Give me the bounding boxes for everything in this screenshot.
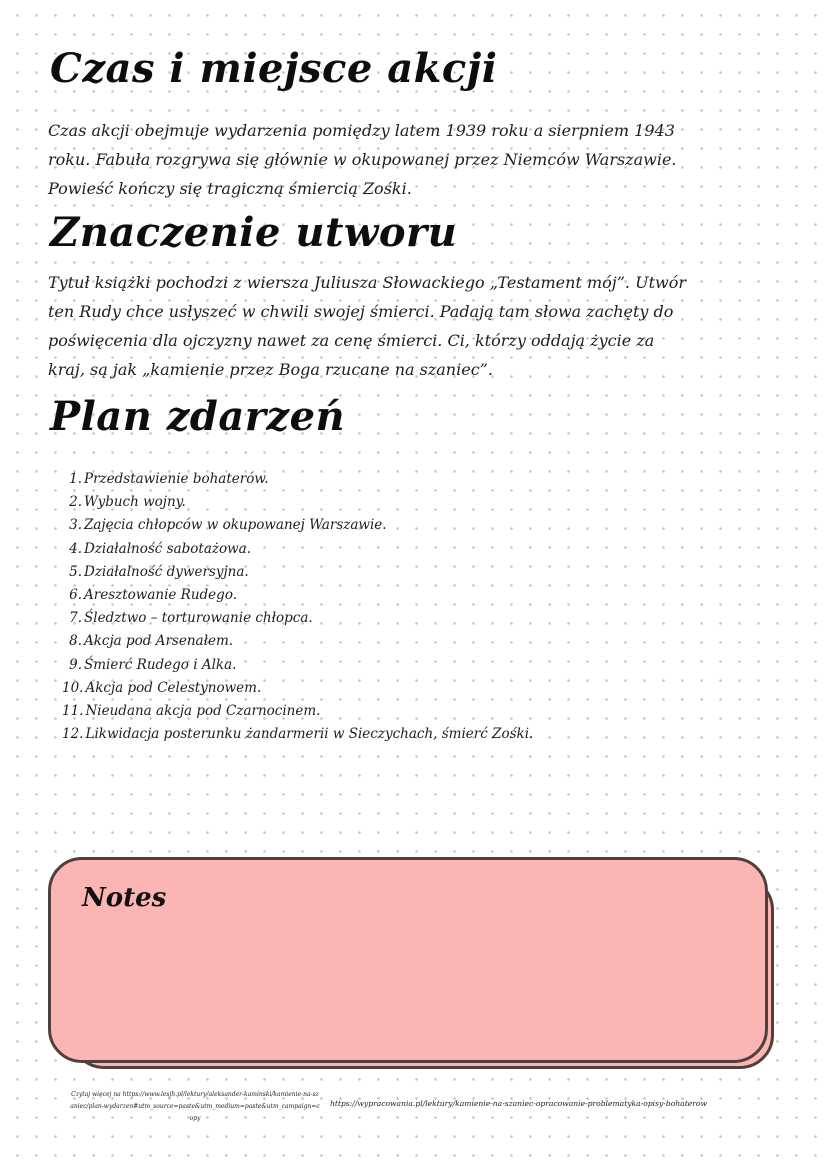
paragraph-time-place <box>48 116 718 203</box>
list-item-number: 10. <box>62 679 84 696</box>
list-item-text: Aresztowanie Rudego. <box>84 587 237 604</box>
source-link-left[interactable]: Czytaj więcej na https://www.lesjh.pl/lektury/aleksander-kaminski/kamienie-na-szaniec/plan-wydarzen#utm_source=paste&utm_medium=paste&utm_campaign=copy <box>70 1091 320 1122</box>
paragraph-line: Powieść kończy się tragiczną śmiercią Zośki. <box>48 179 412 198</box>
list-item-number: 2. <box>69 494 82 511</box>
plan-list <box>62 468 533 746</box>
source-link-right[interactable]: https://wypracowania.pl/lektury/kamienie-na-szaniec-opracowanie-problematyka-opisy-bohaterow <box>330 1099 707 1108</box>
list-item-text: Akcja pod Arsenałem. <box>84 633 234 650</box>
list-item-number: 3. <box>69 517 82 534</box>
list-item-number: 6. <box>69 587 82 604</box>
list-item <box>62 677 533 700</box>
list-item-text: Likwidacja posterunku żandarmerii w Sieczychach, śmierć Zośki. <box>85 726 534 743</box>
list-item <box>62 561 533 584</box>
list-item-text: Zajęcia chłopców w okupowanej Warszawie. <box>84 517 387 534</box>
list-item-number: 12. <box>62 726 84 743</box>
paragraph-line: roku. Fabuła rozgrywa się głównie w okupowanej przez Niemców Warszawie. <box>48 150 677 169</box>
list-item-text: Śmierć Rudego i Alka. <box>84 656 237 673</box>
list-item <box>62 491 533 514</box>
paragraph-line: ten Rudy chce usłyszeć w chwili swojej śmierci. Padają tam słowa zachęty do <box>48 302 674 321</box>
paragraph-line: Tytuł książki pochodzi z wiersza Juliusza Słowackiego „Testament mój”. Utwór <box>48 273 686 292</box>
list-item-text: Wybuch wojny. <box>84 494 186 511</box>
list-item <box>62 630 533 653</box>
heading-meaning: Znaczenie utworu <box>50 209 458 256</box>
paragraph-line: poświęcenia dla ojczyzny nawet za cenę śmierci. Ci, którzy oddają życie za <box>48 331 655 350</box>
paragraph-line: kraj, są jak „kamienie przez Boga rzucane na szaniec”. <box>48 360 493 379</box>
paragraph-meaning <box>48 268 718 384</box>
list-item-text: Akcja pod Celestynowem. <box>85 679 262 696</box>
list-item-text: Przedstawienie bohaterów. <box>84 471 269 487</box>
list-item <box>62 538 533 561</box>
list-item <box>62 654 533 677</box>
list-item <box>62 723 533 746</box>
list-item-number: 11. <box>62 703 84 720</box>
list-item-number: 1. <box>69 471 82 487</box>
list-item <box>62 607 533 630</box>
heading-plan: Plan zdarzeń <box>50 393 346 440</box>
list-item <box>62 514 533 537</box>
list-item-number: 5. <box>69 563 82 580</box>
list-item-number: 8. <box>69 633 82 650</box>
list-item <box>62 700 533 723</box>
list-item-number: 7. <box>69 610 82 627</box>
list-item-number: 9. <box>69 656 82 673</box>
list-item-text: Działalność sabotażowa. <box>84 540 252 557</box>
paragraph-line: Czas akcji obejmuje wydarzenia pomiędzy latem 1939 roku a sierpniem 1943 <box>48 121 675 140</box>
list-item-text: Śledztwo – torturowanie chłopca. <box>84 610 313 627</box>
list-item-text: Nieudana akcja pod Czarnocinem. <box>85 703 321 720</box>
list-item-number: 4. <box>69 540 82 557</box>
notes-title: Notes <box>82 883 167 913</box>
list-item <box>62 584 533 607</box>
list-item-text: Działalność dywersyjna. <box>84 563 249 580</box>
list-item <box>62 468 533 491</box>
heading-time-place: Czas i miejsce akcji <box>50 45 498 92</box>
